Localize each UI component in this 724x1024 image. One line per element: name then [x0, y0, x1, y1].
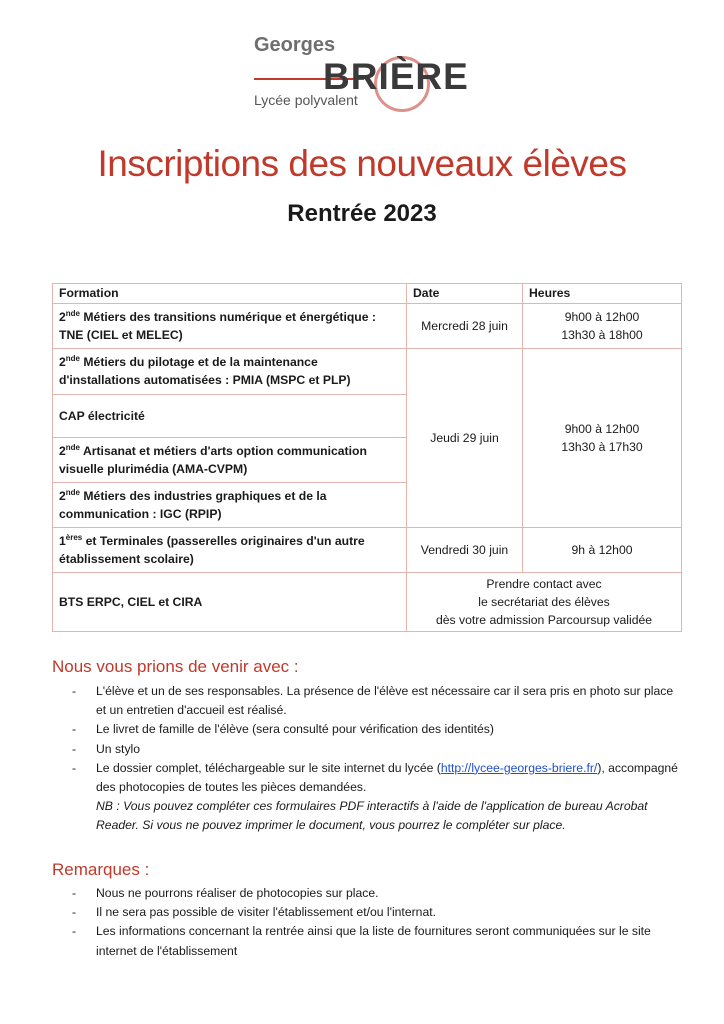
- list-item: - L'élève et un de ses responsables. La présence de l'élève est nécessaire car il sera pris en photo sur place et un entretien d'accueil est réalisé.: [60, 682, 680, 720]
- hours-cell: [523, 349, 682, 528]
- table-row: [53, 349, 682, 395]
- list-item: - Il ne sera pas possible de visiter l'établissement et/ou l'internat.: [60, 903, 680, 922]
- formation-cell: [53, 304, 407, 349]
- remarks-heading: Remarques :: [52, 860, 150, 879]
- school-website-link[interactable]: http://lycee-georges-briere.fr/: [440, 760, 598, 775]
- formation-level: 2: [59, 355, 66, 369]
- bts-contact-line: dès votre admission Parcoursup validée: [435, 613, 653, 627]
- bts-contact-cell: [407, 573, 682, 632]
- table-row: [53, 528, 682, 573]
- date-cell: Mercredi 28 juin: [407, 304, 523, 349]
- hours-afternoon: 13h30 à 17h30: [561, 440, 643, 454]
- formation-text: Artisanat et métiers d'arts option communication visuelle plurimédia (AMA-CVPM): [59, 444, 367, 476]
- list-item: - Les informations concernant la rentrée ainsi que la liste de fournitures seront communiquées sur le site internet de l'établissement: [60, 922, 680, 960]
- header-date: Date: [407, 284, 523, 304]
- formation-cell: [53, 349, 407, 395]
- formation-level-sup: nde: [65, 308, 81, 318]
- formation-text: Métiers des transitions numérique et énergétique : TNE (CIEL et MELEC): [59, 310, 376, 342]
- school-logo: [248, 30, 478, 115]
- formation-text: et Terminales (passerelles originaires d'un autre établissement scolaire): [59, 534, 365, 566]
- formation-cell: BTS ERPC, CIEL et CIRA: [53, 573, 407, 632]
- hours-cell: 9h à 12h00: [523, 528, 682, 573]
- list-item: - Nous ne pourrons réaliser de photocopies sur place.: [60, 884, 680, 903]
- dossier-text: Le dossier complet, téléchargeable sur le site internet du lycée (: [96, 760, 441, 775]
- formation-level-sup: nde: [65, 487, 81, 497]
- bring-heading: Nous vous prions de venir avec :: [52, 657, 299, 676]
- table-header-row: [53, 284, 682, 304]
- formation-cell: [53, 438, 407, 483]
- hours-afternoon: 13h30 à 18h00: [561, 328, 643, 342]
- formation-text: Métiers des industries graphiques et de la communication : IGC (RPIP): [59, 489, 327, 521]
- page-title: Inscriptions des nouveaux élèves: [97, 143, 627, 184]
- bts-contact-line: Prendre contact avec: [486, 577, 602, 591]
- logo-subtitle: Lycée polyvalent: [254, 92, 358, 108]
- table-row: [53, 573, 682, 632]
- formation-cell: CAP électricité: [53, 395, 407, 438]
- hours-cell: [523, 304, 682, 349]
- pdf-note: NB : Vous pouvez compléter ces formulaires PDF interactifs à l'aide de l'application de bureau Acrobat Reader. Si vous ne pouvez imprimer le document, vous pourrez le compléter sur place.: [96, 799, 648, 833]
- hours-morning: 9h00 à 12h00: [564, 310, 640, 324]
- date-cell: Jeudi 29 juin: [407, 349, 523, 528]
- logo-first-name: Georges: [254, 34, 336, 56]
- formation-level-sup: nde: [65, 442, 81, 452]
- bring-list: [60, 682, 680, 836]
- formation-level: 2: [59, 310, 66, 324]
- formation-level: 2: [59, 444, 66, 458]
- formation-text: Métiers du pilotage et de la maintenance d'installations automatisées : PMIA (MSPC et PLP): [59, 355, 351, 387]
- list-item: [60, 759, 680, 836]
- date-cell: Vendredi 30 juin: [407, 528, 523, 573]
- table-row: [53, 304, 682, 349]
- logo-last-name: BRIÈRE: [323, 56, 469, 97]
- formation-cell: [53, 483, 407, 528]
- header-formation: Formation: [53, 284, 407, 304]
- header-hours: Heures: [523, 284, 682, 304]
- formation-cell: [53, 528, 407, 573]
- formation-level-sup: nde: [65, 353, 81, 363]
- list-item: - Un stylo: [60, 740, 680, 759]
- bts-contact-line: le secrétariat des élèves: [478, 595, 610, 609]
- list-item: - Le livret de famille de l'élève (sera consulté pour vérification des identités): [60, 720, 680, 739]
- remarks-list: [60, 884, 680, 961]
- formation-level-sup: ères: [65, 532, 83, 542]
- formation-level: 2: [59, 489, 66, 503]
- page-subtitle: Rentrée 2023: [287, 200, 437, 227]
- schedule-table: [52, 283, 682, 632]
- dossier-text: ), accompagné des photocopies de toutes les pièces demandées.: [96, 760, 678, 795]
- hours-morning: 9h00 à 12h00: [564, 422, 640, 436]
- formation-level: 1: [59, 534, 66, 548]
